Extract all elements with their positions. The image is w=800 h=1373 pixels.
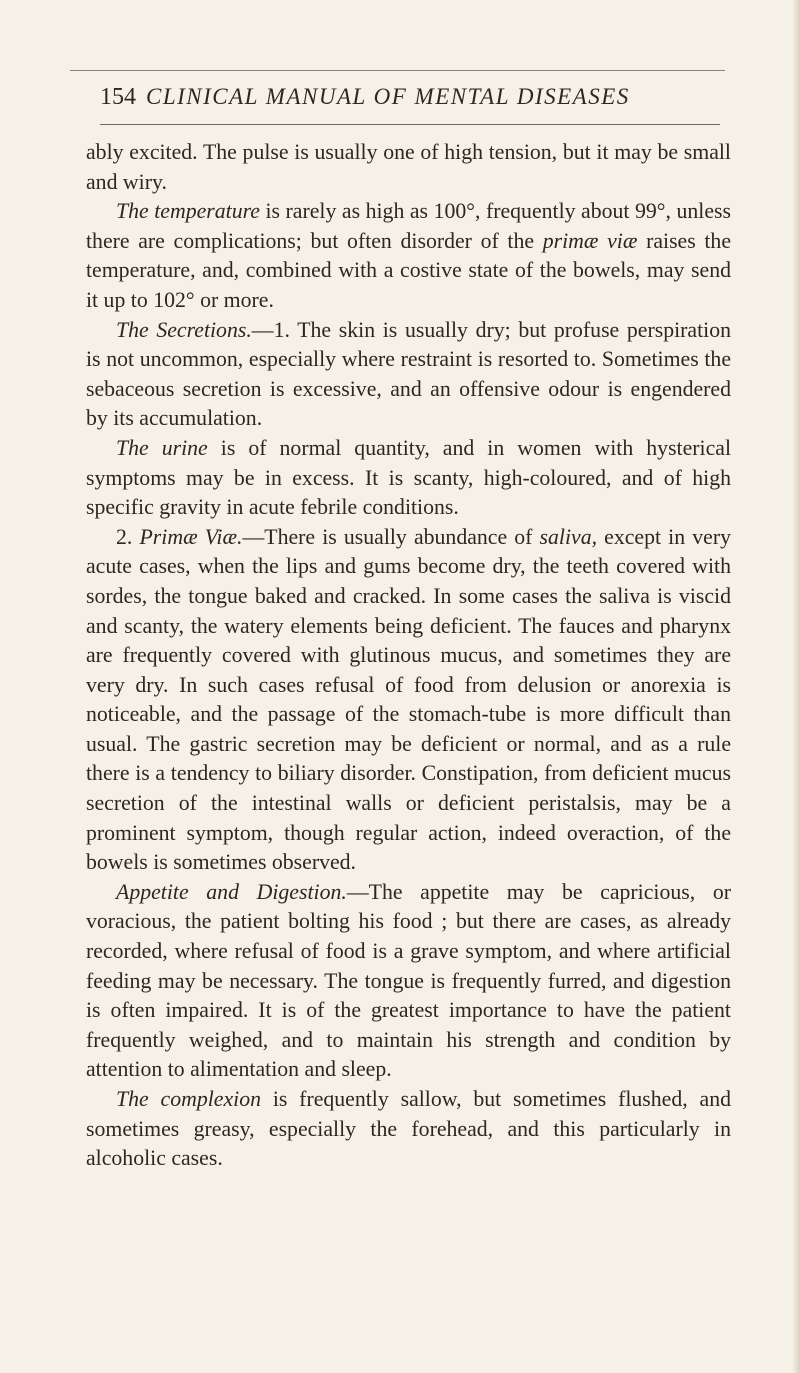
italic-text: primæ viæ [542,228,638,253]
text-segment: —There is usually abundance of [242,524,540,549]
paragraph [86,523,731,878]
text-segment: 2. [116,524,140,549]
text-segment: is of normal quantity, and in women with hysterical symptoms may be in excess. It is scanty, high-coloured, and of high specific gravity in acute febrile conditions. [86,435,732,520]
paragraph [86,138,731,197]
text-segment: —1. The skin is usually dry; but profuse perspiration is not uncommon, especially where restraint is resorted to. Sometimes the sebaceous secretion is excessive, and an offensive odour is engendered by its accumulation. [86,317,731,431]
paragraph [86,316,731,434]
paragraph [86,1085,731,1174]
top-rule [70,70,725,71]
text-segment: is rarely as high as 100°, frequently about 99°, unless there are complications; but often disorder of the [86,199,731,253]
italic-text: The temperature [116,199,260,224]
italic-text: The Secretions. [116,317,252,342]
text-segment: ably excited. The pulse is usually one of high tension, but it may be small and wiry. [86,140,731,194]
paragraph [86,197,731,315]
page-edge-shadow [792,0,800,1373]
italic-text: Primæ Viæ. [139,524,243,549]
paragraph [86,878,731,1085]
italic-text: The complexion [116,1087,261,1111]
text-segment: —The appetite may be capricious, or voracious, the patient bolting his food ; but there are cases, as already recorded, where refusal of food is a grave symptom, and where artificial feeding may be necessary. The tongue is frequently furred, and digestion is often impaired. It is of the greatest importance to have the patient frequently weighed, and to maintain his strength and condition by attention to alimentation and sleep. [86,879,731,1082]
header-rule [100,124,720,125]
text-segment: except in very acute cases, when the lips and gums become dry, the teeth covered with sordes, the tongue baked and cracked. In some cases the saliva is viscid and scanty, the watery elements being deficient. The fauces and pharynx are frequently covered with glutinous mucus, and sometimes they are very dry. In such cases refusal of food from delusion or anorexia is noticeable, and the passage of the stomach-tube is more difficult than usual. The gastric secretion may be deficient or normal, and as a rule there is a tendency to biliary disorder. Constipation, from deficient mucus secretion of the intestinal walls or deficient peristalsis, may be a prominent symptom, though regular action, indeed overaction, of the bowels is sometimes observed. [86,524,731,875]
italic-text: saliva, [539,524,598,549]
body-text [86,138,731,1174]
italic-text: The urine [116,435,208,460]
text-segment: is frequently sallow, but sometimes flushed, and sometimes greasy, especially the forehead, and this particularly in alcoholic cases. [86,1087,731,1171]
page-header [100,84,725,120]
italic-text: Appetite and Digestion. [116,879,347,904]
paragraph [86,434,731,523]
running-title: CLINICAL MANUAL OF MENTAL DISEASES [146,84,630,109]
page-number: 154 [100,84,136,110]
text-segment: raises the temperature, and, combined with a costive state of the bowels, may send it up to 102° or more. [86,228,732,312]
